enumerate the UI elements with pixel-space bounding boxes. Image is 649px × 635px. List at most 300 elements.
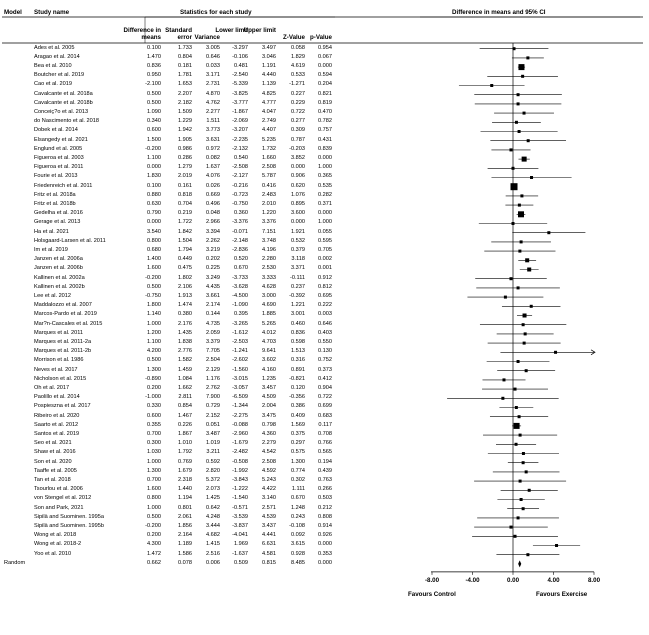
cell-p: 0.914 [318,522,332,529]
cell-diff: 1.090 [147,108,161,115]
cell-diff: -2.100 [145,81,161,88]
cell-upper: 5.243 [262,476,276,483]
study-name: Son et al. 2020 [34,458,72,465]
cell-se: 2.776 [178,348,192,355]
cell-lower: -2.503 [232,338,248,345]
cell-z: 0.787 [291,136,305,143]
cell-var: 0.048 [206,210,220,217]
cell-p: 0.821 [318,90,332,97]
effect-square [511,183,518,190]
cell-lower: -0.571 [232,504,248,511]
cell-upper: 4.777 [262,99,276,106]
cell-diff: 0.600 [147,127,161,134]
cell-lower: 1.969 [234,541,248,548]
cell-upper: 0.416 [262,182,276,189]
cell-p: 1.000 [318,219,332,226]
cell-z: 0.375 [291,430,305,437]
study-name: Morrison et al. 1986 [34,357,84,364]
cell-lower: -2.960 [232,430,248,437]
study-name: Seo et al. 2021 [34,440,72,447]
study-name: Kallinen et al. 2002b [34,283,85,290]
column-header-se: Standard error [165,27,192,42]
cell-diff: 1.470 [147,53,161,60]
cell-se: 1.802 [178,274,192,281]
effect-square [512,222,515,225]
cell-upper: 4.012 [262,329,276,336]
cell-p: 0.954 [318,44,332,51]
cell-var: 2.731 [206,81,220,88]
cell-se: 0.219 [178,210,192,217]
cell-se: 1.794 [178,246,192,253]
cell-p: 0.371 [318,200,332,207]
favours-exercise-label: Favours Exercise [536,590,588,598]
cell-se: 0.704 [178,200,192,207]
study-name: Aragao et al. 2014 [34,53,80,60]
cell-var: 0.496 [206,200,220,207]
cell-z: 0.120 [291,384,305,391]
cell-lower: -2.540 [232,72,248,79]
cell-z: 0.000 [291,219,305,226]
cell-se: 1.504 [178,237,192,244]
study-name: Friedenreich et al. 2011 [34,182,93,189]
cell-p: 0.000 [318,541,332,548]
cell-se: 2.207 [178,90,192,97]
cell-lower: 0.670 [234,265,248,272]
cell-se: 1.459 [178,366,192,373]
cell-se: 0.449 [178,256,192,263]
study-name: Paolillo et al. 2014 [34,394,80,401]
cell-upper: 3.602 [262,357,276,364]
cell-z: 1.513 [291,348,305,355]
cell-var: 3.773 [206,127,220,134]
effect-square [530,176,533,179]
cell-var: 4.762 [206,99,220,106]
cell-var: 1.415 [206,541,220,548]
cell-var: 3.444 [206,522,220,529]
cell-upper: 5.235 [262,136,276,143]
cell-lower: -2.275 [232,412,248,419]
study-name: Santos et al. 2019 [34,430,80,437]
cell-upper: 1.139 [262,81,276,88]
cell-diff: 0.790 [147,210,161,217]
cell-var: 2.174 [206,302,220,309]
cell-p: 0.535 [318,182,332,189]
cell-z: 1.111 [291,486,305,493]
cell-diff: 1.600 [147,265,161,272]
effect-square [555,544,558,547]
effect-square [523,314,527,318]
cell-diff: 1.300 [147,366,161,373]
study-name: Marques et al. 2011 [34,329,84,336]
cell-z: 1.921 [291,228,305,235]
cell-upper: 4.703 [262,338,276,345]
study-name: do Nascimento et al. 2018 [34,118,99,125]
study-name: Marques et al. 2011-2a [34,338,92,345]
pooled-diamond [518,560,521,567]
study-name: Cao et al. 2019 [34,81,72,88]
cell-diff: 0.836 [147,62,161,69]
effect-square [517,93,520,96]
cell-upper: 0.798 [262,421,276,428]
cell-var: 3.249 [206,274,220,281]
cell-lower: 0.395 [234,311,248,318]
cell-diff: -0.750 [145,292,161,299]
study-name: Kallinen et al. 2002a [34,274,85,281]
cell-se: 2.019 [178,173,192,180]
cell-diff: 1.800 [147,302,161,309]
cell-upper: 3.475 [262,412,276,419]
cell-z: 1.076 [291,191,305,198]
pooled-cell-var: 0.006 [206,559,220,566]
cell-var: 2.152 [206,412,220,419]
cell-z: -0.356 [289,394,305,401]
cell-diff: 0.950 [147,72,161,79]
effect-square [519,434,522,437]
cell-se: 1.662 [178,384,192,391]
cell-se: 1.792 [178,449,192,456]
cell-lower: -2.127 [232,173,248,180]
study-name: Ha et al. 2021 [34,228,69,235]
cell-z: 3.600 [291,210,305,217]
cell-lower: 0.481 [234,62,248,69]
study-name: Fourie et al. 2013 [34,173,78,180]
pooled-cell-lower: 0.509 [234,559,248,566]
cell-diff: 1.100 [147,338,161,345]
pooled-cell-p: 0.000 [318,559,332,566]
effect-square [513,47,516,50]
effect-square [515,406,518,409]
cell-var: 1.425 [206,495,220,502]
cell-z: -0.203 [289,145,305,152]
cell-diff: 1.000 [147,504,161,511]
cell-diff: 0.000 [147,164,161,171]
cell-lower: -3.837 [232,522,248,529]
favours-control-label: Favours Control [408,590,456,598]
cell-z: 0.722 [291,108,305,115]
cell-z: 1.300 [291,458,305,465]
cell-se: 2.811 [178,394,192,401]
study-name: Holsgaard-Larsen et al. 2011 [34,237,106,244]
cell-se: 1.942 [178,127,192,134]
cell-se: 0.181 [178,62,192,69]
cell-var: 4.435 [206,283,220,290]
cell-se: 1.279 [178,164,192,171]
cell-diff: 1.100 [147,154,161,161]
effect-square [517,286,520,289]
cell-diff: 0.700 [147,430,161,437]
study-name: Yoo et al. 2010 [34,550,72,557]
cell-se: 0.769 [178,458,192,465]
cell-upper: 4.539 [262,513,276,520]
cell-var: 0.202 [206,256,220,263]
cell-diff: 0.800 [147,495,161,502]
study-name: Dobek et al. 2014 [34,127,78,134]
study-name: Bea et al. 2010 [34,62,72,69]
cell-upper: 1.191 [262,62,276,69]
cell-p: 0.222 [318,302,332,309]
column-header-diff: Difference in means [123,27,161,42]
effect-square [520,240,523,243]
study-name: Cavalcante et al. 2018a [34,90,93,97]
x-tick-label: 4.00 [547,576,560,584]
cell-diff: 4.200 [147,348,161,355]
cell-p: 0.373 [318,366,332,373]
cell-upper: 3.497 [262,44,276,51]
cell-upper: 1.235 [262,375,276,382]
effect-square [527,139,530,142]
cell-lower: -2.602 [232,357,248,364]
effect-square [518,64,524,70]
x-tick-label: -4.00 [465,576,480,584]
cell-diff: 0.100 [147,44,161,51]
study-name: Pospieszna et al. 2017 [34,403,91,410]
cell-var: 7.705 [206,348,220,355]
cell-z: 0.243 [291,513,305,520]
cell-lower: -2.069 [232,118,248,125]
cell-upper: 2.749 [262,118,276,125]
column-header-var: Variance [194,34,220,41]
cell-z: 0.895 [291,200,305,207]
cell-se: 1.842 [178,228,192,235]
column-header-lower: Lower limit [215,27,248,34]
cell-z: 3.371 [291,265,305,272]
cell-var: 2.073 [206,486,220,493]
cell-lower: -3.207 [232,127,248,134]
cell-p: 0.067 [318,53,332,60]
cell-p: 0.439 [318,467,332,474]
cell-se: 2.164 [178,532,192,539]
cell-diff: 0.630 [147,200,161,207]
effect-square [527,268,531,272]
cell-diff: 0.200 [147,532,161,539]
cell-upper: 2.010 [262,200,276,207]
cell-z: 0.928 [291,550,305,557]
effect-square [501,397,504,400]
cell-upper: 2.571 [262,504,276,511]
cell-upper: 1.732 [262,145,276,152]
cell-se: 0.854 [178,403,192,410]
effect-square [522,461,525,464]
study-name: Conceiç?o et al. 2013 [34,108,89,115]
cell-se: 1.867 [178,430,192,437]
cell-var: 0.144 [206,311,220,318]
cell-lower: -0.750 [232,200,248,207]
cell-upper: 3.748 [262,237,276,244]
cell-p: 0.699 [318,403,332,410]
cell-diff: 0.340 [147,118,161,125]
cell-lower: -3.376 [232,219,248,226]
effect-square [502,378,505,381]
effect-square [514,535,517,538]
cell-p: 0.403 [318,329,332,336]
cell-p: 0.130 [318,348,332,355]
cell-lower: -2.508 [232,164,248,171]
effect-square [515,121,518,124]
cell-se: 1.905 [178,136,192,143]
cell-se: 1.781 [178,72,192,79]
cell-p: 0.282 [318,191,332,198]
cell-p: 0.412 [318,375,332,382]
cell-upper: 4.581 [262,550,276,557]
effect-square [547,231,550,234]
cell-upper: 3.046 [262,53,276,60]
effect-square [517,360,520,363]
study-name: Janzen et al. 2006b [34,265,83,272]
cell-z: 0.575 [291,449,305,456]
cell-se: 1.838 [178,338,192,345]
cell-diff: 1.300 [147,467,161,474]
effect-square [518,211,524,217]
cell-p: 0.000 [318,154,332,161]
cell-p: 0.819 [318,99,332,106]
cell-var: 3.661 [206,292,220,299]
cell-se: 2.182 [178,99,192,106]
cell-var: 2.516 [206,550,220,557]
column-header-upper: Upper limit [243,27,276,34]
cell-diff: 1.500 [147,136,161,143]
cell-p: 0.470 [318,108,332,115]
cell-diff: 0.800 [147,237,161,244]
effect-square [520,194,523,197]
cell-upper: 4.592 [262,467,276,474]
cell-upper: 3.000 [262,292,276,299]
cell-se: 1.679 [178,467,192,474]
cell-lower: -0.508 [232,458,248,465]
cell-z: 3.001 [291,311,305,318]
cell-diff: 0.680 [147,246,161,253]
cell-lower: -1.540 [232,495,248,502]
cell-lower: -2.482 [232,449,248,456]
study-name: Fritz et al. 2018b [34,200,76,207]
cell-p: 0.766 [318,440,332,447]
cell-z: 3.852 [291,154,305,161]
cell-var: 7.900 [206,394,220,401]
cell-se: 1.229 [178,118,192,125]
cell-lower: -3.777 [232,99,248,106]
cell-lower: -1.679 [232,440,248,447]
effect-square [521,75,524,78]
cell-upper: 2.483 [262,191,276,198]
cell-z: 3.118 [291,256,305,263]
cell-upper: 4.160 [262,366,276,373]
cell-diff: 0.500 [147,99,161,106]
cell-var: 4.248 [206,513,220,520]
effect-square [518,250,521,253]
cell-var: 2.262 [206,237,220,244]
cell-se: 2.106 [178,283,192,290]
cell-lower: -1.560 [232,366,248,373]
cell-z: 0.620 [291,182,305,189]
study-name: Wong et al. 2018-2 [34,541,82,548]
cell-diff: 1.030 [147,449,161,456]
effect-square [523,342,526,345]
cell-lower: -3.825 [232,90,248,97]
effect-square [517,102,520,105]
cell-se: 1.856 [178,522,192,529]
study-name: Gedelha et al. 2016 [34,210,83,217]
cell-upper: 4.047 [262,108,276,115]
effect-square [522,323,525,326]
study-name: Sipilä and Suominen. 1995b [34,522,104,529]
x-tick-label: -8.00 [424,576,440,584]
pooled-cell-upper: 0.815 [262,559,276,566]
cell-z: 0.533 [291,72,305,79]
cell-var: 0.642 [206,504,220,511]
effect-square [518,204,521,207]
cell-upper: 4.509 [262,394,276,401]
cell-p: 0.002 [318,256,332,263]
study-name: Wong et al. 2018 [34,532,77,539]
cell-p: 0.757 [318,127,332,134]
cell-p: 0.266 [318,486,332,493]
study-name: Marcos-Pardo et al. 2019 [34,311,97,318]
cell-lower: -1.090 [232,302,248,309]
study-name: Elsangedy et al. 2021 [34,136,88,143]
cell-z: -0.111 [289,274,305,281]
cell-diff: 1.472 [147,550,161,557]
cell-diff: 1.400 [147,256,161,263]
study-name: Son and Park, 2021 [34,504,84,511]
cell-z: 0.379 [291,246,305,253]
cell-lower: -3.843 [232,476,248,483]
cell-var: 3.379 [206,338,220,345]
cell-p: 0.365 [318,173,332,180]
cell-se: 1.582 [178,357,192,364]
cell-var: 2.820 [206,467,220,474]
effect-square [524,332,527,335]
pooled-cell-se: 0.078 [178,559,192,566]
cell-p: 0.594 [318,72,332,79]
cell-var: 2.059 [206,329,220,336]
cell-z: 0.386 [291,403,305,410]
cell-upper: 4.628 [262,283,276,290]
cell-upper: 3.140 [262,495,276,502]
cell-lower: -1.637 [232,550,248,557]
cell-p: 0.695 [318,292,332,299]
study-name: Nicholson et al. 2015 [34,375,87,382]
cell-upper: 7.151 [262,228,276,235]
cell-diff: 0.300 [147,440,161,447]
study-name: Im et al. 2019 [34,246,68,253]
cell-se: 0.380 [178,311,192,318]
cell-se: 0.818 [178,191,192,198]
effect-square [515,443,518,446]
cell-p: 0.705 [318,246,332,253]
cell-diff: 0.100 [147,182,161,189]
effect-square [526,56,529,59]
effect-square [504,296,507,299]
cell-se: 1.733 [178,44,192,51]
cell-upper: 3.457 [262,384,276,391]
study-name: Sipilä and Suominen. 1995a [34,513,104,520]
study-name: Mar?n-Cascales et al. 2015 [34,320,103,327]
cell-z: 3.615 [291,541,305,548]
cell-p: 0.722 [318,394,332,401]
cell-p: 0.000 [318,62,332,69]
cell-var: 0.033 [206,62,220,69]
cell-lower: -4.500 [232,292,248,299]
cell-se: 1.440 [178,486,192,493]
cell-lower: -0.088 [232,421,248,428]
cell-p: 0.003 [318,311,332,318]
study-name: Ribeiro et al. 2020 [34,412,80,419]
cell-lower: -1.222 [232,486,248,493]
cell-p: 0.194 [318,458,332,465]
cell-upper: 4.690 [262,302,276,309]
cell-z: 0.316 [291,357,305,364]
x-tick-label: 0.00 [506,576,520,584]
study-name: Figueroa et al. 2011 [34,164,84,171]
